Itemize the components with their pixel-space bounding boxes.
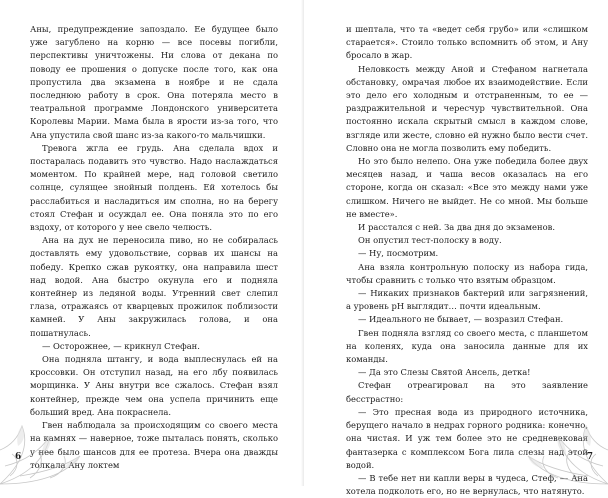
paragraph: Неловкость между Аной и Стефаном нагнетала обстановку, омрачая любое их взаимодействие. Если это дело его холодным и отстраненным, то ее — раздражительной и чересчур чувствительной. Она постоянно искала скрытый смысл в каждом слове, взгляде или жесте, словно ей нужно было вести счет. Словно она не могла позволить ему победить. xyxy=(346,63,588,153)
paragraph: — Идеального не бывает, — возразил Стефан. xyxy=(358,314,564,325)
paragraph: — Это пресная вода из природного источника, берущего начало в недрах горного родника: конечно, она чистая. И уж тем более это не средневековая фантазерка с комплексом Бога лила слезы над этой водой. xyxy=(346,406,588,470)
floral-ornament-left xyxy=(0,406,95,486)
paragraph: и шептала, что та «ведет себя грубо» или «слишком старается». Стоило только вспомнить об этом, и Ану бросало в жар. xyxy=(346,24,588,61)
paragraph: Но это было нелепо. Она уже победила более двух месяцев назад, и чаша весов оказалась на его стороне, когда он сказал: «Все это между нами уже слишком. Ничего не выйдет. Не со мной. Мы больше не вместе». xyxy=(346,156,588,219)
left-page xyxy=(0,0,304,486)
floral-ornament-right xyxy=(513,406,608,486)
paragraph: Она подняла штангу, и вода выплеснулась ей на кроссовки. Он отступил назад, на его лбу появилась морщинка. У Аны внутри все сжалось. Стефан взял контейнер, прежде чем она успела причинить еще больший вред. Ана покраснела. xyxy=(30,354,278,417)
left-page-text xyxy=(30,23,278,472)
paragraph: Аны, предупреждение запоздало. Ее будущее было уже загублено на корню — все посевы погибли, перспективы уничтожены. Ни слова от декана по поводу ее прошения о допуске после того, как она пропустила два экзамена в ноябре и не сдала последнюю работу в срок. Она потеряла место в театральной программе Лондонского университета Королевы Марии. Мама была в ярости из-за того, что Ана упустила свой шанс из-за какого-то мальчишки. xyxy=(30,24,278,140)
paragraph: — Осторожнее, — крикнул Стефан. xyxy=(42,340,200,351)
paragraph: Он опустил тест-полоску в воду. xyxy=(358,235,502,246)
paragraph: Тревога жгла ее грудь. Ана сделала вдох и постаралась подавить это чувство. Надо наслаждаться моментом. По крайней мере, над головой светило солнце, сулящее знойный полдень. Ей хотелось бы расслабиться и насладиться им сполна, но на берегу стоял Стефан и осуждал ее. Она поняла это по его вздоху, от которого у нее свело челюсть. xyxy=(30,142,278,233)
paragraph: — В тебе нет ни капли веры в чудеса, Стеф, — Ана хотела подколоть его, но не вернулась, что натянуто. xyxy=(346,472,588,497)
page-number-right: 7 xyxy=(586,452,593,462)
paragraph: Ана на дух не переносила пиво, но не собиралась доставлять ему удовольствие, сорвав их шансы на победу. Крепко сжав рукоятку, она направила шест над водой. Ана быстро окунула его и подняла контейнер из ледяной воды. Утренний свет слепил глаза, отражаясь от кварцевых прожилок поблизости камней. У Аны закружилась голова, и она пошатнулась. xyxy=(30,235,278,338)
paragraph: Гвен наблюдала за происходящим со своего места на камнях — наверное, тоже пыталась понять, сколько у нее было шансов для ее протеза. Вчера она дважды толкала Ану локтем xyxy=(30,420,278,470)
right-page xyxy=(304,0,608,497)
paragraph: Гвен подняла взгляд со своего места, с планшетом на коленях, куда она заносила данные для их команды. xyxy=(346,327,588,365)
page-number-left: 6 xyxy=(15,452,22,462)
paragraph: Стефан отреагировал на это заявление бесстрастно: xyxy=(346,380,588,404)
paragraph: — Никаких признаков бактерий или загрязнений, а уровень pH выглядит… почти идеальным. xyxy=(346,288,588,312)
paragraph: Ана взяла контрольную полоску из набора гида, чтобы сравнить с только что взятым образцом. xyxy=(346,261,588,285)
paragraph: — Ну, посмотрим. xyxy=(358,248,439,259)
paragraph: И расстался с ней. За два дня до экзаменов. xyxy=(358,222,555,233)
paragraph: — Да это Слезы Святой Ансель, детка! xyxy=(358,367,531,378)
